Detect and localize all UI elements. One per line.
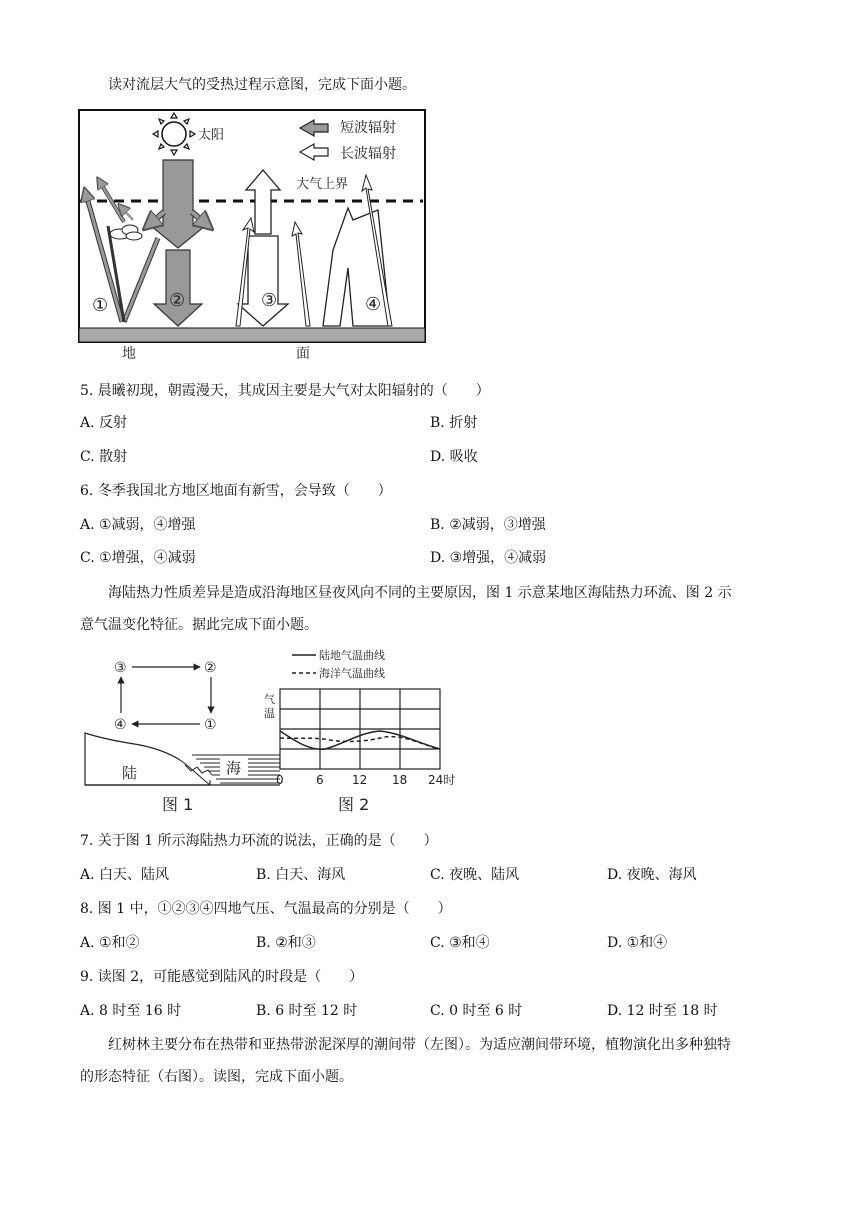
label-1: ①: [92, 295, 109, 316]
q5-option-a[interactable]: A. 反射: [80, 415, 128, 431]
temperature-grid: [280, 689, 440, 769]
q9-option-a[interactable]: A. 8 时至 16 时: [80, 1003, 182, 1019]
q8-option-a[interactable]: A. ①和②: [80, 935, 140, 951]
y-axis-label-1: 气: [264, 693, 275, 706]
x-tick-0: 0: [276, 773, 284, 787]
q5-option-d[interactable]: D. 吸收: [430, 449, 478, 465]
question-7: 7. 关于图 1 所示海陆热力环流的说法，正确的是（ ）: [80, 833, 438, 849]
sea-label: 海: [226, 759, 242, 777]
figure-1-caption: 图 1: [162, 795, 194, 814]
intro-text-2-line2: 意气温变化特征。据此完成下面小题。: [80, 617, 318, 633]
q6-option-a[interactable]: A. ①减弱，④增强: [80, 517, 196, 533]
q7-option-b[interactable]: B. 白天、海风: [256, 867, 346, 883]
q9-option-c[interactable]: C. 0 时至 6 时: [430, 1003, 523, 1019]
question-5: 5. 晨曦初现，朝霞漫天，其成因主要是大气对太阳辐射的（ ）: [80, 383, 490, 399]
q5-option-c[interactable]: C. 散射: [80, 449, 128, 465]
circ-label-4: ④: [114, 717, 127, 733]
label-4: ④: [365, 294, 382, 315]
q6-option-b[interactable]: B. ②减弱，③增强: [430, 517, 546, 533]
intro-text-2-line1: 海陆热力性质差异是造成沿海地区昼夜风向不同的主要原因，图 1 示意某地区海陆热力环流、图 2 示: [108, 585, 732, 601]
label-2: ②: [169, 290, 186, 311]
atmosphere-heating-diagram: [78, 108, 428, 363]
q6-option-c[interactable]: C. ①增强，④减弱: [80, 550, 196, 566]
sea-temperature-curve: [280, 737, 438, 749]
legend-long-wave: 长波辐射: [340, 146, 396, 162]
ground-label-left: 地: [122, 346, 136, 362]
top-of-atmosphere-label: 大气上界: [296, 177, 349, 192]
y-axis-label-2: 温: [264, 707, 275, 720]
question-6: 6. 冬季我国北方地区地面有新雪，会导致（ ）: [80, 483, 392, 499]
sun-label: 太阳: [198, 128, 225, 143]
q7-option-a[interactable]: A. 白天、陆风: [80, 867, 170, 883]
question-8: 8. 图 1 中，①②③④四地气压、气温最高的分别是（ ）: [80, 901, 452, 917]
x-tick-6: 6: [316, 773, 324, 787]
intro-text-1: 读对流层大气的受热过程示意图，完成下面小题。: [108, 77, 416, 93]
intro-text-3-line1: 红树林主要分布在热带和亚热带淤泥深厚的潮间带（左图）。为适应潮间带环境，植物演化出多种独特: [108, 1037, 731, 1053]
q7-option-d[interactable]: D. 夜晚、海风: [607, 867, 697, 883]
figure-2-caption: 图 2: [338, 795, 370, 814]
q9-option-b[interactable]: B. 6 时至 12 时: [256, 1003, 358, 1019]
q9-option-d[interactable]: D. 12 时至 18 时: [607, 1003, 718, 1019]
circ-label-2: ②: [204, 660, 217, 676]
q8-option-c[interactable]: C. ③和④: [430, 935, 490, 951]
q6-option-d[interactable]: D. ③增强，④减弱: [430, 550, 547, 566]
q5-option-b[interactable]: B. 折射: [430, 415, 478, 431]
q7-option-c[interactable]: C. 夜晚、陆风: [430, 867, 520, 883]
sea-land-circulation-figure: [80, 645, 456, 820]
intro-text-3-line2: 的形态特征（右图）。读图，完成下面小题。: [80, 1069, 353, 1085]
legend-short-wave: 短波辐射: [340, 120, 396, 136]
ground-label-right: 面: [296, 346, 310, 362]
x-tick-18: 18: [392, 773, 408, 787]
q8-option-d[interactable]: D. ①和④: [607, 935, 668, 951]
question-9: 9. 读图 2，可能感觉到陆风的时段是（ ）: [80, 969, 364, 985]
circ-label-3: ③: [114, 660, 127, 676]
land-label: 陆: [122, 764, 138, 782]
x-tick-12: 12: [352, 773, 368, 787]
q8-option-b[interactable]: B. ②和③: [256, 935, 316, 951]
label-3: ③: [261, 290, 278, 311]
legend-sea-curve: 海洋气温曲线: [319, 667, 385, 680]
circ-label-1: ①: [204, 717, 217, 733]
x-tick-24: 24时: [428, 773, 456, 787]
legend-land-curve: 陆地气温曲线: [319, 649, 385, 662]
